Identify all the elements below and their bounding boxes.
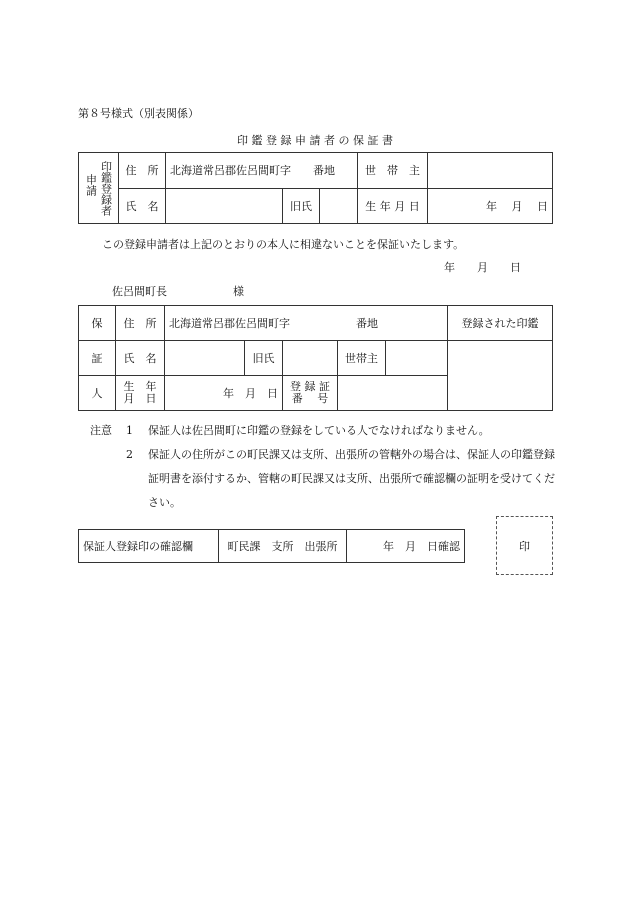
- guarantor-label-2: 証: [79, 341, 116, 376]
- notes: [90, 419, 560, 515]
- registration-number-field[interactable]: [338, 376, 448, 411]
- note-text: 保証人は佐呂間町に印鑑の登録をしている人でなければなりません。: [148, 424, 490, 437]
- notes-label: 注意: [90, 424, 112, 437]
- applicant-household-head-label: 世 帯 主: [358, 153, 428, 189]
- guarantor-birthdate-value[interactable]: 年 月 日: [165, 376, 283, 411]
- confirmation-date[interactable]: 年 月 日確認: [347, 530, 465, 563]
- guarantor-former-name-field[interactable]: [283, 341, 338, 376]
- statement-date[interactable]: 年 月 日: [444, 261, 521, 274]
- applicant-birthdate-label: 生 年 月 日: [358, 188, 428, 224]
- note-number: 1: [126, 424, 133, 437]
- guarantor-label-3: 人: [79, 376, 116, 411]
- guarantor-birthdate-label: [116, 376, 165, 411]
- applicant-side-label-main: 印鑑登録者: [99, 160, 113, 216]
- guarantor-address-value: 北海道常呂郡佐呂間町字 番地: [165, 306, 448, 341]
- applicant-former-name-field[interactable]: [320, 188, 358, 224]
- applicant-side-label: [79, 153, 119, 224]
- applicant-table: [78, 152, 553, 224]
- seal-stamp-label: 印: [519, 539, 530, 553]
- guarantor-former-name-label: 旧氏: [245, 341, 283, 376]
- applicant-former-name-label: 旧氏: [283, 188, 320, 224]
- page-title: 印 鑑 登 録 申 請 者 の 保 証 書: [237, 134, 393, 147]
- applicant-side-label-sub: 申請: [84, 174, 98, 196]
- applicant-birthdate-value[interactable]: 年 月 日: [428, 188, 553, 224]
- guarantor-birthdate-label-line2: 月 日: [123, 392, 157, 405]
- note-item-2: [90, 443, 560, 515]
- registration-number-label: [283, 376, 338, 411]
- seal-stamp-box[interactable]: [496, 516, 553, 575]
- registered-seal-area[interactable]: [448, 341, 553, 411]
- confirmation-offices[interactable]: 町民課 支所 出張所: [219, 530, 347, 563]
- guarantor-name-label: 氏 名: [116, 341, 165, 376]
- guarantor-address-label: 住 所: [116, 306, 165, 341]
- addressee: 佐呂間町長 様: [112, 285, 244, 298]
- guarantor-birthdate-label-line1: 生 年: [123, 380, 157, 393]
- form-number: 第８号様式（別表関係）: [78, 107, 199, 120]
- applicant-name-field[interactable]: [166, 188, 283, 224]
- applicant-address-label: 住 所: [119, 153, 166, 189]
- confirmation-label: 保証人登録印の確認欄: [79, 530, 219, 563]
- guarantor-household-head-field[interactable]: [386, 341, 448, 376]
- confirmation-table: [78, 529, 465, 563]
- note-number: 2: [126, 448, 133, 461]
- guarantor-label-1: 保: [79, 306, 116, 341]
- applicant-name-label: 氏 名: [119, 188, 166, 224]
- guarantor-household-head-label: 世帯主: [338, 341, 386, 376]
- guarantee-statement: この登録申請者は上記のとおりの本人に相違ないことを保証いたします。: [102, 238, 465, 251]
- applicant-household-head-field[interactable]: [428, 153, 553, 189]
- applicant-address-value: 北海道常呂郡佐呂間町字 番地: [166, 153, 358, 189]
- guarantor-table: [78, 305, 553, 411]
- guarantor-name-field[interactable]: [165, 341, 245, 376]
- registered-seal-label: 登録された印鑑: [448, 306, 553, 341]
- registration-number-label-line2: 番 号: [291, 392, 329, 405]
- registration-number-label-line1: 登 録 証: [290, 380, 330, 393]
- note-item-1: [90, 419, 560, 443]
- note-text: 保証人の住所がこの町民課又は支所、出張所の管轄外の場合は、保証人の印鑑登録証明書を添付するか、管轄の町民課又は支所、出張所で確認欄の証明を受けてください。: [148, 448, 555, 509]
